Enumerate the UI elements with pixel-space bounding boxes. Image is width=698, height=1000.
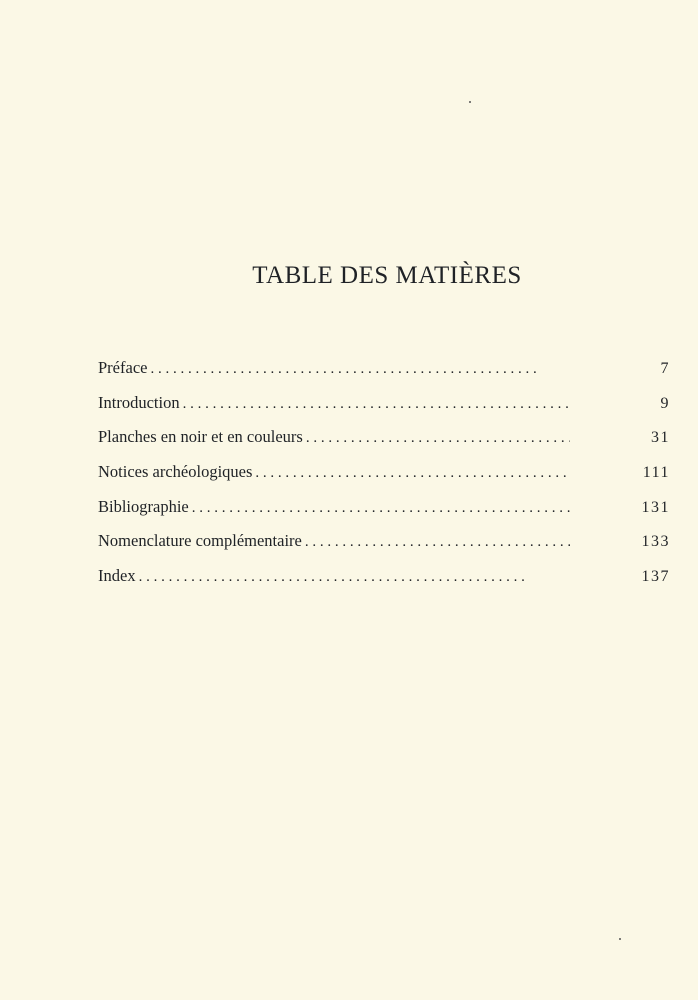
dot-leader: [255, 465, 570, 482]
paper-speck: [469, 101, 471, 103]
dot-leader: [150, 361, 570, 378]
toc-entry: [98, 462, 670, 497]
toc-entry-label: Préface: [98, 358, 148, 377]
toc-entry-label: Index: [98, 566, 136, 586]
page-title: TABLE DES MATIÈRES: [252, 262, 522, 289]
toc-entry-label: Introduction: [98, 392, 180, 412]
toc-entry: [98, 566, 670, 601]
dot-leader: [183, 396, 570, 413]
toc-entry: [98, 531, 670, 566]
toc-entry-page: 31: [651, 429, 670, 447]
toc-entry-label: Notices archéologiques: [98, 462, 253, 482]
dot-leader: [305, 534, 570, 551]
dot-leader: [306, 430, 570, 447]
toc-entry-label: Planches en noir et en couleurs: [98, 427, 303, 447]
toc-entry-page: 111: [642, 464, 670, 482]
dot-leader: [139, 569, 570, 586]
table-of-contents: [98, 358, 670, 601]
toc-entry-label: Nomenclature complémentaire: [98, 531, 302, 551]
toc-entry-label: Bibliographie: [98, 496, 189, 516]
toc-entry-page: 133: [641, 533, 670, 551]
toc-entry: [98, 393, 670, 428]
toc-entry-page: 131: [641, 498, 670, 516]
toc-entry: [98, 358, 670, 393]
toc-entry-page: 7: [660, 360, 670, 377]
toc-entry: [98, 497, 670, 532]
toc-entry-page: 9: [660, 394, 670, 412]
toc-entry-page: 137: [641, 568, 670, 586]
dot-leader: [192, 500, 570, 517]
paper-speck: [619, 938, 621, 940]
toc-entry: [98, 427, 670, 462]
